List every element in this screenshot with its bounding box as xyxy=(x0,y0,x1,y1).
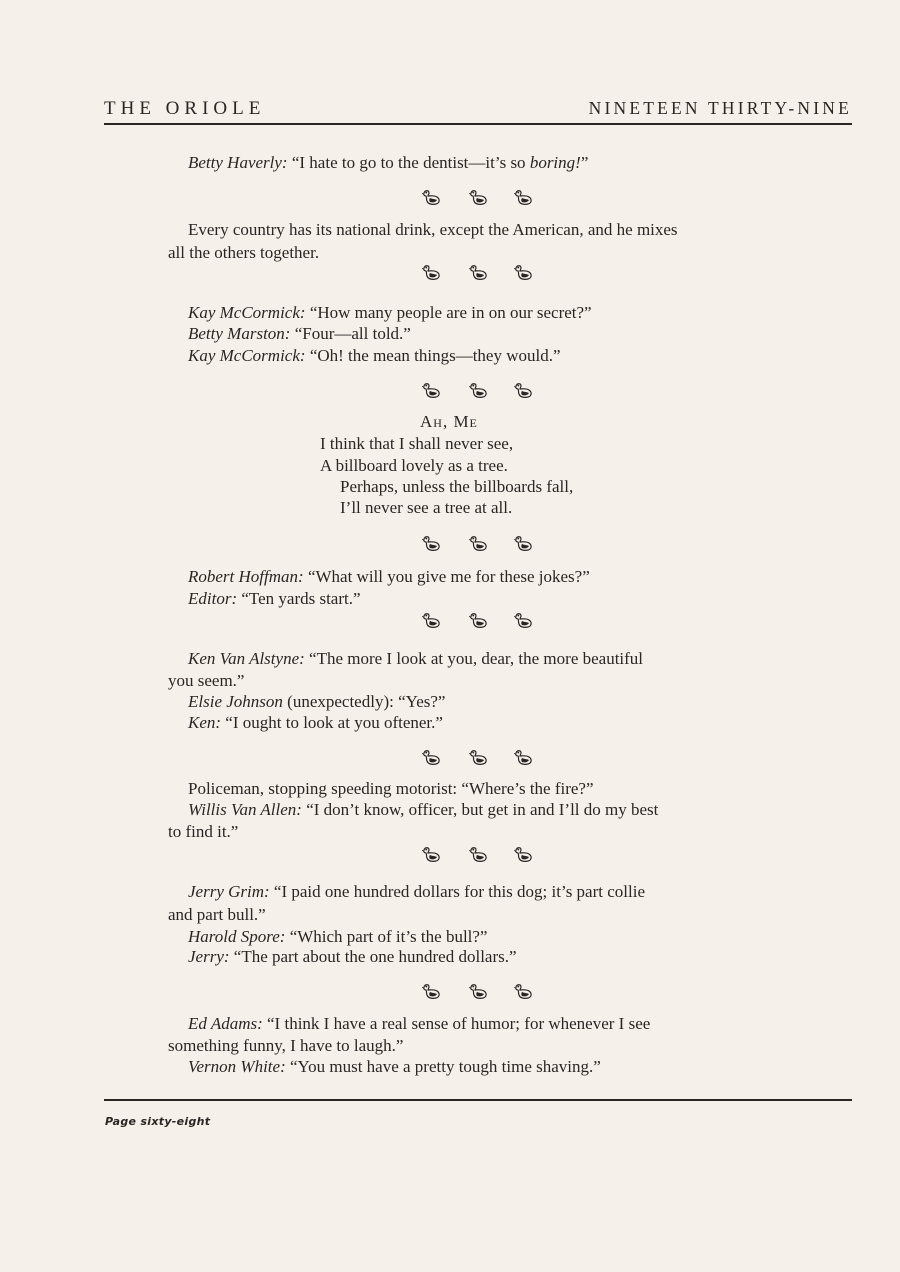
duck-icon xyxy=(514,534,534,552)
duck-icon xyxy=(469,534,489,552)
ornament-divider xyxy=(0,381,900,401)
ornament-divider xyxy=(0,188,900,208)
duck-icon xyxy=(422,611,442,629)
footer-rule xyxy=(104,1099,852,1101)
duck-icon xyxy=(422,263,442,281)
joke-line: to find it.” xyxy=(168,822,239,841)
duck-icon xyxy=(469,982,489,1000)
ornament-divider xyxy=(0,982,900,1002)
duck-icon xyxy=(422,748,442,766)
header-publication-title: THE ORIOLE xyxy=(104,98,266,119)
quote-text: “I think I have a real sense of humor; for whenever I see xyxy=(262,1014,651,1033)
ornament-divider xyxy=(0,845,900,865)
quote-text: “I don’t know, officer, but get in and I’ll do my best xyxy=(301,800,659,819)
emphasis-text: boring! xyxy=(529,153,581,172)
joke-line xyxy=(188,691,445,713)
speaker-name: Betty Marston: xyxy=(188,324,291,343)
speaker-name: Harold Spore: xyxy=(188,927,286,946)
speaker-name: Vernon White: xyxy=(188,1057,286,1076)
speaker-name: Jerry: xyxy=(188,947,230,966)
duck-icon xyxy=(469,381,489,399)
speaker-name: Ed Adams: xyxy=(188,1014,263,1033)
page-number: Page sixty-eight xyxy=(105,1115,211,1128)
quote-text: “Which part of it’s the bull?” xyxy=(285,927,488,946)
joke-line: Policeman, stopping speeding motorist: “Where’s the fire?” xyxy=(188,779,594,798)
quote-text: (unexpectedly): “Yes?” xyxy=(282,692,446,711)
speaker-name: Kay McCormick: xyxy=(188,346,306,365)
poem-title: Ah, Me xyxy=(420,412,478,431)
duck-icon xyxy=(514,845,534,863)
header-rule xyxy=(104,123,852,125)
quote-text: “The more I look at you, dear, the more beautiful xyxy=(304,649,644,668)
duck-icon xyxy=(514,188,534,206)
joke-line: and part bull.” xyxy=(168,905,266,924)
joke-line xyxy=(188,648,643,670)
quote-text: “How many people are in on our secret?” xyxy=(305,303,592,322)
joke-line xyxy=(188,345,561,367)
joke-line xyxy=(188,1013,650,1035)
quote-text: “Oh! the mean things—they would.” xyxy=(305,346,561,365)
quote-text: “Ten yards start.” xyxy=(237,589,361,608)
speaker-name: Elsie Johnson xyxy=(188,692,283,711)
poem-line: Perhaps, unless the billboards fall, xyxy=(340,477,574,496)
poem-line: I’ll never see a tree at all. xyxy=(340,498,513,517)
duck-icon xyxy=(469,845,489,863)
header-year: NINETEEN THIRTY-NINE xyxy=(588,98,852,118)
speaker-name: Ken: xyxy=(188,713,222,732)
poem-line: I think that I shall never see, xyxy=(320,434,514,453)
joke-line xyxy=(188,926,487,948)
quote-text: “What will you give me for these jokes?” xyxy=(303,567,590,586)
quote-text: “Four—all told.” xyxy=(290,324,411,343)
joke-line xyxy=(188,302,592,324)
quote-text: “You must have a pretty tough time shaving.” xyxy=(285,1057,601,1076)
duck-icon xyxy=(422,845,442,863)
joke-line xyxy=(188,323,411,345)
ornament-divider xyxy=(0,534,900,554)
speaker-name: Kay McCormick: xyxy=(188,303,306,322)
quote-text: “I hate to go to the dentist—it’s so xyxy=(287,153,530,172)
ornament-divider xyxy=(0,263,900,283)
joke-line: something funny, I have to laugh.” xyxy=(168,1036,404,1055)
speaker-name: Editor: xyxy=(188,589,238,608)
duck-icon xyxy=(469,611,489,629)
quote-text: “I paid one hundred dollars for this dog; it’s part collie xyxy=(269,882,645,901)
joke-line xyxy=(188,712,443,734)
duck-icon xyxy=(422,188,442,206)
duck-icon xyxy=(422,982,442,1000)
duck-icon xyxy=(514,381,534,399)
speaker-name: Ken Van Alstyne: xyxy=(188,649,305,668)
joke-line xyxy=(188,152,588,174)
ornament-divider xyxy=(0,748,900,768)
speaker-name: Willis Van Allen: xyxy=(188,800,302,819)
duck-icon xyxy=(422,381,442,399)
joke-line: you seem.” xyxy=(168,671,245,690)
speaker-name: Robert Hoffman: xyxy=(188,567,304,586)
joke-line xyxy=(188,946,517,968)
speaker-name: Jerry Grim: xyxy=(188,882,270,901)
poem-line: A billboard lovely as a tree. xyxy=(320,456,508,475)
joke-line: Every country has its national drink, except the American, and he mixes xyxy=(188,220,678,239)
duck-icon xyxy=(514,748,534,766)
running-header xyxy=(104,98,852,122)
joke-line xyxy=(188,588,361,610)
joke-line xyxy=(188,799,658,821)
joke-line xyxy=(188,566,590,588)
duck-icon xyxy=(514,611,534,629)
joke-line: all the others together. xyxy=(168,243,320,262)
joke-line xyxy=(188,1056,601,1078)
joke-line xyxy=(188,881,645,903)
duck-icon xyxy=(422,534,442,552)
speaker-name: Betty Haverly: xyxy=(188,153,288,172)
duck-icon xyxy=(469,748,489,766)
duck-icon xyxy=(469,188,489,206)
duck-icon xyxy=(514,982,534,1000)
quote-text: “I ought to look at you oftener.” xyxy=(221,713,443,732)
quote-text: “The part about the one hundred dollars.” xyxy=(229,947,517,966)
ornament-divider xyxy=(0,611,900,631)
duck-icon xyxy=(469,263,489,281)
duck-icon xyxy=(514,263,534,281)
quote-close: ” xyxy=(580,153,589,172)
